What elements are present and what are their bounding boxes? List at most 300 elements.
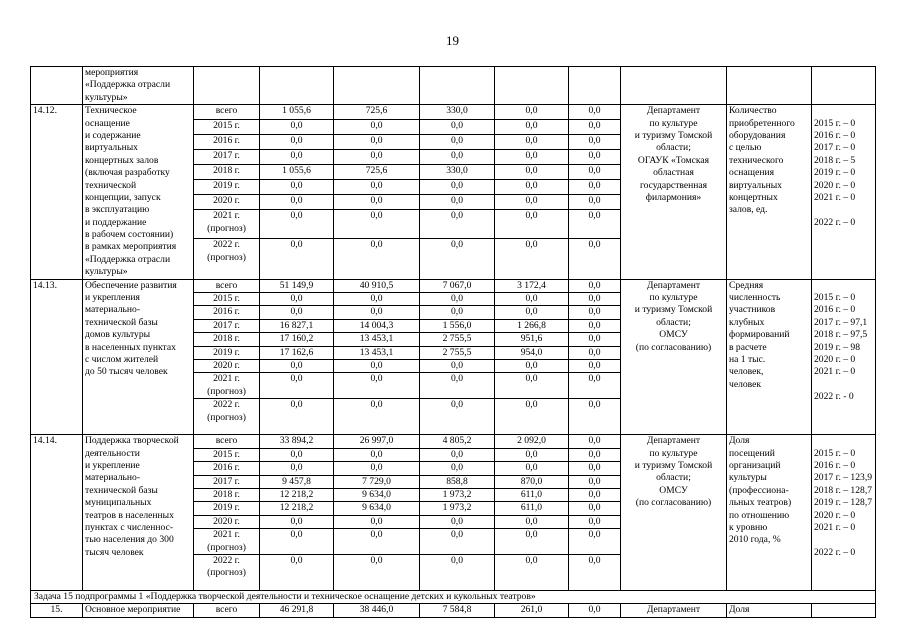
year-label-line: 2018 г.	[213, 488, 240, 500]
funding-other: 0,0	[569, 319, 621, 332]
year-label	[194, 135, 260, 150]
funding-fed: 725,6	[334, 165, 420, 180]
activity-name-line: технической базы	[85, 316, 158, 328]
funding-loc: 0,0	[495, 360, 569, 373]
indicator-value: 2018 г. – 128,7	[814, 484, 873, 496]
indicator-value: 2022 г. - 0	[814, 391, 854, 403]
funding-other: 0,0	[569, 373, 621, 399]
year-label-line: 2021 г.	[213, 373, 240, 385]
activity-name-line: Техническое	[85, 105, 137, 117]
year-label-line: (прогноз)	[207, 222, 246, 234]
funding-total: 46 291,8	[260, 604, 334, 617]
indicator-value: 2017 г. – 97,1	[814, 316, 868, 328]
indicator-value: 2020 г. – 0	[814, 179, 856, 191]
indicator-line: технического	[729, 154, 784, 166]
year-label-line: (прогноз)	[207, 411, 246, 423]
activity-name-line: деятельности	[85, 447, 140, 459]
executor-line: Департамент	[646, 105, 701, 117]
funding-reg: 0,0	[420, 529, 495, 555]
year-label	[194, 448, 260, 461]
year-label-line: 2021 г.	[213, 529, 240, 541]
activity-number: 14.13.	[31, 279, 83, 435]
funding-reg: 0,0	[420, 462, 495, 475]
funding-fed: 0,0	[334, 554, 420, 590]
indicator-line: на 1 тыс.	[729, 353, 766, 365]
executor-line: Департамент	[646, 435, 701, 447]
funding-other: 0,0	[569, 105, 621, 120]
activity-name-line: пунктах с численнос-	[85, 522, 174, 534]
funding-total: 0,0	[260, 195, 334, 210]
funding-loc: 611,0	[495, 488, 569, 501]
indicator-line: (профессиона-	[729, 484, 789, 496]
funding-fed: 0,0	[334, 529, 420, 555]
year-label	[194, 150, 260, 165]
funding-total: 17 162,6	[260, 346, 334, 359]
activity-name-line: Обеспечение развития	[85, 279, 177, 291]
indicator-line: залов, ед.	[729, 204, 768, 216]
year-label	[194, 554, 260, 590]
funding-reg: 7 584,8	[420, 604, 495, 617]
indicator-line: оснащения	[729, 167, 775, 179]
funding-loc: 0,0	[495, 399, 569, 435]
funding-total: 0,0	[260, 150, 334, 165]
indicator-line: Средняя	[729, 279, 764, 291]
funding-fed: 38 446,0	[334, 604, 420, 617]
indicator	[727, 435, 812, 591]
executor	[621, 105, 727, 279]
funding-fed: 26 997,0	[334, 435, 420, 448]
funding-fed: 0,0	[334, 150, 420, 165]
table-row	[31, 435, 876, 448]
indicator-value: 2019 г. – 0	[814, 167, 856, 179]
funding-total: 0,0	[260, 529, 334, 555]
executor-line: по культуре	[649, 292, 698, 304]
num-cell	[31, 67, 83, 105]
indicator-value: 2019 г. – 128,7	[814, 497, 873, 509]
funding-reg: 0,0	[420, 239, 495, 279]
funding-other: 0,0	[569, 515, 621, 528]
indicator-values	[812, 105, 876, 279]
funding-reg: 0,0	[420, 515, 495, 528]
funding-reg: 2 755,5	[420, 346, 495, 359]
funding-reg: 0,0	[420, 120, 495, 135]
task-row	[31, 590, 876, 603]
funding-other: 0,0	[569, 554, 621, 590]
name-cell	[83, 67, 194, 105]
year-label	[194, 306, 260, 319]
year-label	[194, 279, 260, 292]
year-label	[194, 346, 260, 359]
funding-total: 0,0	[260, 210, 334, 239]
year-label-line: всего	[215, 279, 238, 291]
funding-reg: 0,0	[420, 399, 495, 435]
year-label	[194, 502, 260, 515]
funding-reg: 7 067,0	[420, 279, 495, 292]
funding-loc: 0,0	[495, 150, 569, 165]
funding-total: 0,0	[260, 293, 334, 306]
funding-fed: 0,0	[334, 306, 420, 319]
funding-loc: 0,0	[495, 239, 569, 279]
indicator-value: 2017 г. – 0	[814, 142, 856, 154]
indicator	[727, 279, 812, 435]
funding-total: 0,0	[260, 515, 334, 528]
activity-name-line: виртуальных	[85, 142, 138, 154]
task-title: Задача 15 подпрограммы 1 «Поддержка творческой деятельности и техническое оснащение детских и кукольных театров»	[31, 590, 876, 603]
funding-loc: 0,0	[495, 306, 569, 319]
indicator-value: 2016 г. – 0	[814, 304, 856, 316]
executor-line: и туризму Томской	[634, 460, 713, 472]
funding-reg: 858,8	[420, 475, 495, 488]
activity-name-line: материально-	[85, 304, 141, 316]
executor-line: области;	[656, 316, 691, 328]
year-label	[194, 462, 260, 475]
funding-fed: 0,0	[334, 360, 420, 373]
funding-other: 0,0	[569, 165, 621, 180]
activity-number: 15.	[31, 604, 83, 617]
funding-loc: 954,0	[495, 346, 569, 359]
year-label	[194, 165, 260, 180]
activity-name-line: «Поддержка отрасли	[85, 253, 171, 265]
funding-fed: 14 004,3	[334, 319, 420, 332]
year-label	[194, 360, 260, 373]
funding-other: 0,0	[569, 135, 621, 150]
executor-line: по культуре	[649, 447, 698, 459]
funding-other: 0,0	[569, 210, 621, 239]
executor-line: по культуре	[649, 117, 698, 129]
funding-loc: 0,0	[495, 195, 569, 210]
indicator-line: человек	[729, 378, 762, 390]
executor-line: филармония»	[645, 191, 702, 203]
indicator-line: с целью	[729, 142, 762, 154]
indicator-line: приобретенного	[729, 117, 795, 129]
year-label-line: всего	[215, 435, 238, 447]
executor	[621, 279, 727, 435]
funding-loc: 0,0	[495, 135, 569, 150]
funding-fed: 0,0	[334, 239, 420, 279]
funding-loc: 3 172,4	[495, 279, 569, 292]
activity-name-line: в эксплуатацию	[85, 204, 150, 216]
funding-loc: 0,0	[495, 210, 569, 239]
funding-reg: 0,0	[420, 306, 495, 319]
funding-fed: 0,0	[334, 135, 420, 150]
funding-fed: 0,0	[334, 195, 420, 210]
header-fragment-row	[31, 67, 876, 105]
funding-total: 0,0	[260, 373, 334, 399]
funding-reg: 0,0	[420, 150, 495, 165]
indicator-value: 2021 г. – 0	[814, 366, 856, 378]
funding-fed: 40 910,5	[334, 279, 420, 292]
year-label	[194, 239, 260, 279]
activity-name-line: тысяч человек	[85, 546, 144, 558]
executor-line: и туризму Томской	[634, 304, 713, 316]
funding-reg: 0,0	[420, 135, 495, 150]
funding-total: 16 827,1	[260, 319, 334, 332]
year-label-line: 2022 г.	[213, 239, 240, 251]
year-label	[194, 105, 260, 120]
indicator-line: виртуальных	[729, 179, 782, 191]
indicator-values	[812, 604, 876, 617]
indicator	[727, 105, 812, 279]
funding-reg: 0,0	[420, 293, 495, 306]
funding-reg: 0,0	[420, 448, 495, 461]
funding-loc: 951,6	[495, 333, 569, 346]
funding-total: 51 149,9	[260, 279, 334, 292]
year-label-line: 2015 г.	[213, 293, 240, 305]
funding-other: 0,0	[569, 604, 621, 617]
activity-name-line: в населенных пунктах	[85, 341, 176, 353]
funding-loc: 0,0	[495, 448, 569, 461]
indicator-value: 2017 г. – 123,9	[814, 472, 873, 484]
executor-line: ОМСУ	[659, 484, 688, 496]
year-label	[194, 399, 260, 435]
funding-total: 0,0	[260, 239, 334, 279]
indicator-line: Доля	[729, 435, 750, 447]
funding-loc: 261,0	[495, 604, 569, 617]
funding-other: 0,0	[569, 529, 621, 555]
year-label	[194, 435, 260, 448]
indicator-line: организаций	[729, 460, 781, 472]
indicator-line: формирований	[729, 329, 790, 341]
activity-name-line: «Поддержка отрасли	[85, 79, 171, 91]
funding-other: 0,0	[569, 435, 621, 448]
funding-other: 0,0	[569, 180, 621, 195]
funding-loc: 0,0	[495, 105, 569, 120]
funding-other: 0,0	[569, 279, 621, 292]
funding-fed: 9 634,0	[334, 488, 420, 501]
indicator-value: 2015 г. – 0	[814, 292, 856, 304]
funding-fed: 725,6	[334, 105, 420, 120]
table-row	[31, 604, 876, 617]
indicator-value: 2015 г. – 0	[814, 447, 856, 459]
funding-loc: 0,0	[495, 529, 569, 555]
year-label	[194, 529, 260, 555]
funding-reg: 2 755,5	[420, 333, 495, 346]
activity-name-line: материально-	[85, 472, 141, 484]
year-label	[194, 293, 260, 306]
table-row	[31, 279, 876, 292]
year-label-line: 2017 г.	[213, 150, 240, 162]
activity-name-line: культуры»	[85, 91, 128, 103]
funding-fed: 0,0	[334, 462, 420, 475]
year-label-line: 2022 г.	[213, 399, 240, 411]
funding-reg: 330,0	[420, 105, 495, 120]
year-label-line: 2020 г.	[213, 195, 240, 207]
activity-name-line: и укрепление	[85, 460, 140, 472]
indicator-line: Количество	[729, 105, 777, 117]
activity-name-line: технической базы	[85, 484, 158, 496]
funding-other: 0,0	[569, 475, 621, 488]
activity-name	[83, 435, 194, 591]
funding-other: 0,0	[569, 306, 621, 319]
activity-name-line: и укрепления	[85, 292, 140, 304]
indicator-line: льных театров)	[729, 497, 792, 509]
indicator-line: к уровню	[729, 522, 768, 534]
year-label-line: всего	[215, 105, 238, 117]
activity-name-line: в рабочем состоянии)	[85, 229, 174, 241]
year-label	[194, 195, 260, 210]
activity-number: 14.14.	[31, 435, 83, 591]
indicator-value: 2016 г. – 0	[814, 129, 856, 141]
indicator-line: посещений	[729, 447, 775, 459]
funding-reg: 0,0	[420, 554, 495, 590]
funding-total: 1 055,6	[260, 165, 334, 180]
activity-name-line: технической	[85, 179, 137, 191]
activity-name-line: (включая разработку	[85, 167, 170, 179]
executor-line: ОГАУК «Томская	[637, 154, 710, 166]
executor-line: области;	[656, 472, 691, 484]
funding-total: 0,0	[260, 462, 334, 475]
year-label-line: 2018 г.	[213, 333, 240, 345]
activity-name-line: мероприятия	[85, 67, 139, 78]
indicator-line: клубных	[729, 316, 765, 328]
year-label-line: 2022 г.	[213, 554, 240, 566]
activity-name-line: до 50 тысяч человек	[85, 366, 168, 378]
funding-total: 0,0	[260, 399, 334, 435]
year-label: всего	[194, 604, 260, 617]
year-label-line: 2020 г.	[213, 360, 240, 372]
year-label-line: 2016 г.	[213, 462, 240, 474]
indicator-line: численность	[729, 292, 781, 304]
funding-loc: 0,0	[495, 515, 569, 528]
funding-reg: 1 973,2	[420, 488, 495, 501]
executor-line: ОМСУ	[659, 329, 688, 341]
year-label-line: 2018 г.	[213, 165, 240, 177]
executor	[621, 435, 727, 591]
year-label	[194, 210, 260, 239]
year-label	[194, 515, 260, 528]
page-number: 19	[446, 33, 459, 48]
funding-total: 33 894,2	[260, 435, 334, 448]
activity-name-line: и поддержание	[85, 216, 147, 228]
funding-loc: 0,0	[495, 293, 569, 306]
activity-name-line: оснащение	[85, 117, 130, 129]
table-row	[31, 105, 876, 120]
indicator-value: 2015 г. – 0	[814, 117, 856, 129]
funding-loc: 0,0	[495, 554, 569, 590]
funding-loc: 611,0	[495, 502, 569, 515]
funding-total: 17 160,2	[260, 333, 334, 346]
funding-loc: 1 266,8	[495, 319, 569, 332]
funding-other: 0,0	[569, 346, 621, 359]
year-label-line: 2019 г.	[213, 180, 240, 192]
funding-other: 0,0	[569, 293, 621, 306]
funding-total: 0,0	[260, 135, 334, 150]
indicator-line: культуры	[729, 472, 767, 484]
indicator-value: 2016 г. – 0	[814, 460, 856, 472]
funding-fed: 0,0	[334, 210, 420, 239]
funding-total: 9 457,8	[260, 475, 334, 488]
year-label-line: 2015 г.	[213, 448, 240, 460]
year-label	[194, 319, 260, 332]
funding-loc: 0,0	[495, 462, 569, 475]
funding-fed: 0,0	[334, 399, 420, 435]
year-label-line: (прогноз)	[207, 567, 246, 579]
activity-name-line: Поддержка творческой	[85, 435, 179, 447]
funding-total: 1 055,6	[260, 105, 334, 120]
year-label-line: 2019 г.	[213, 502, 240, 514]
executor-line: (по согласованию)	[635, 341, 712, 353]
funding-other: 0,0	[569, 448, 621, 461]
funding-reg: 0,0	[420, 195, 495, 210]
funding-fed: 7 729,0	[334, 475, 420, 488]
funding-reg: 0,0	[420, 360, 495, 373]
year-label-line: 2017 г.	[213, 319, 240, 331]
indicator-line: оборудования	[729, 129, 786, 141]
year-label	[194, 333, 260, 346]
indicator-line: концертных	[729, 191, 778, 203]
funding-fed: 13 453,1	[334, 333, 420, 346]
funding-other: 0,0	[569, 360, 621, 373]
indicator-value: 2021 г. – 0	[814, 191, 856, 203]
activity-name-line: культуры»	[85, 266, 128, 278]
year-label-line: (прогноз)	[207, 251, 246, 263]
funding-total: 0,0	[260, 306, 334, 319]
indicator-values	[812, 279, 876, 435]
executor-line: (по согласованию)	[635, 497, 712, 509]
indicator-value: 2022 г. – 0	[814, 216, 856, 228]
funding-other: 0,0	[569, 333, 621, 346]
indicator-value: 2018 г. – 5	[814, 154, 856, 166]
indicator-line: участников	[729, 304, 776, 316]
funding-reg: 0,0	[420, 180, 495, 195]
activity-name-line: муниципальных	[85, 497, 152, 509]
funding-other: 0,0	[569, 502, 621, 515]
funding-fed: 0,0	[334, 373, 420, 399]
indicator-value: 2021 г. – 0	[814, 522, 856, 534]
funding-total: 0,0	[260, 448, 334, 461]
activity-name-line: и содержание	[85, 129, 141, 141]
activity-name-line: с числом жителей	[85, 353, 159, 365]
activity-name-line: театров в населенных	[85, 509, 174, 521]
funding-fed: 13 453,1	[334, 346, 420, 359]
funding-other: 0,0	[569, 120, 621, 135]
executor-line: областная	[653, 167, 694, 179]
activity-name-line: концепции, запуск	[85, 191, 161, 203]
funding-other: 0,0	[569, 150, 621, 165]
funding-other: 0,0	[569, 399, 621, 435]
year-label	[194, 180, 260, 195]
activity-name	[83, 279, 194, 435]
year-label-line: 2016 г.	[213, 135, 240, 147]
funding-reg: 4 805,2	[420, 435, 495, 448]
year-label-line: 2015 г.	[213, 120, 240, 132]
funding-fed: 0,0	[334, 515, 420, 528]
year-label	[194, 475, 260, 488]
funding-loc: 0,0	[495, 180, 569, 195]
year-label-line: 2016 г.	[213, 306, 240, 318]
indicator-value: 2018 г. – 97,5	[814, 329, 868, 341]
activity-number: 14.12.	[31, 105, 83, 279]
funding-fed: 0,0	[334, 293, 420, 306]
table-body	[31, 67, 876, 618]
activity-name	[83, 105, 194, 279]
indicator-line: по отношению	[729, 509, 790, 521]
funding-loc: 870,0	[495, 475, 569, 488]
funding-fed: 0,0	[334, 448, 420, 461]
indicator-values	[812, 435, 876, 591]
year-label-line: (прогноз)	[207, 385, 246, 397]
indicator-value: 2020 г. – 0	[814, 509, 856, 521]
executor-line: государственная	[639, 179, 708, 191]
year-label-line: 2021 г.	[213, 210, 240, 222]
funding-reg: 0,0	[420, 373, 495, 399]
program-table	[30, 66, 876, 618]
funding-other: 0,0	[569, 239, 621, 279]
indicator: Доля	[727, 604, 812, 617]
funding-reg: 0,0	[420, 210, 495, 239]
year-label-line: (прогноз)	[207, 541, 246, 553]
executor: Департамент	[621, 604, 727, 617]
